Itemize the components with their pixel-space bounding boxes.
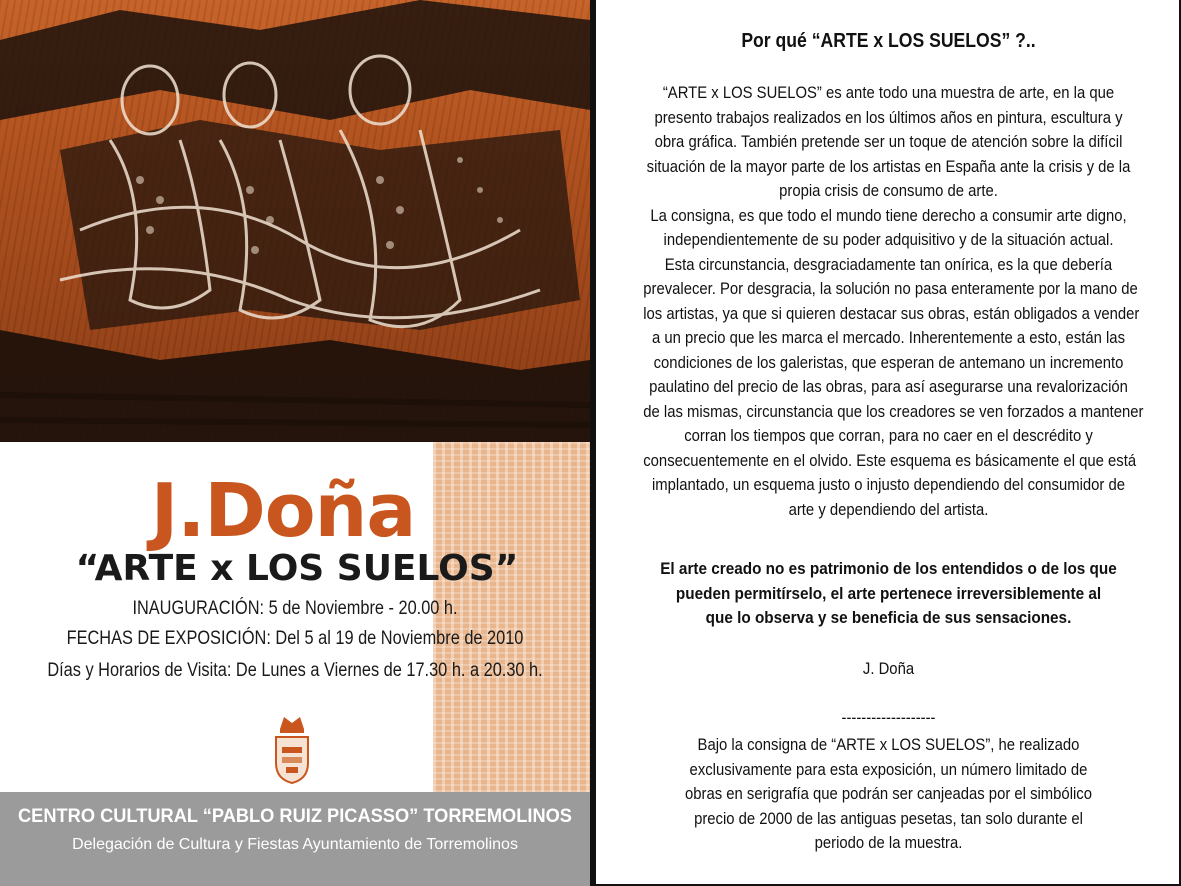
bold-quote — [643, 557, 1134, 631]
paragraph-line: propia crisis de consumo de arte. — [779, 182, 998, 200]
paragraph-line: situación de la mayor parte de los artistas en España ante la crisis y de la — [646, 157, 1131, 176]
paragraph-line: paulatino del precio de las obras, para así asegurarse una revalorización — [649, 378, 1128, 396]
quote-line: El arte creado no es patrimonio de los entendidos o de los que — [660, 559, 1117, 578]
coat-of-arms-icon — [272, 711, 312, 790]
exhibition-dates-line: FECHAS DE EXPOSICIÓN: Del 5 al 19 de Noviembre de 2010 — [66, 628, 524, 649]
separator-line: ------------------- — [841, 709, 936, 727]
exhibition-poster — [0, 0, 590, 886]
paragraph-line: arte y dependiendo del artista. — [788, 500, 989, 519]
paragraph-line: de las mismas, circunstancia que los creadores se ven forzados a mantener — [643, 402, 1144, 421]
paragraph-line: La consigna, es que todo el mundo tiene derecho a consumir arte digno, — [650, 206, 1127, 225]
inauguration-line: INAUGURACIÓN: 5 de Noviembre - 20.00 h. — [132, 598, 458, 619]
paragraph-line: los artistas, ya que si quieren destacar sus obras, están obligados a vender — [643, 304, 1140, 323]
paragraph-line: corran los tiempos que corran, para no caer en el descrédito y — [684, 427, 1093, 445]
venue-subtitle: Delegación de Cultura y Fiestas Ayuntamiento de Torremolinos — [72, 836, 518, 853]
paragraph-line: condiciones de los galeristas, que esperan de antemano un incremento — [653, 353, 1124, 372]
serigraphy-note — [643, 733, 1134, 856]
paragraph-line: presento trabajos realizados en los últimos años en pintura, escultura y — [654, 108, 1123, 127]
note-line: periodo de la muestra. — [814, 834, 963, 852]
artwork-illustration — [0, 0, 590, 442]
show-title: “ARTE x LOS SUELOS” — [75, 548, 519, 589]
paragraph-line: “ARTE x LOS SUELOS” es ante todo una muestra de arte, en la que — [662, 84, 1115, 102]
note-line: exclusivamente para esta exposición, un número limitado de — [689, 760, 1088, 779]
visiting-hours-line: Días y Horarios de Visita: De Lunes a Viernes de 17.30 h. a 20.30 h. — [47, 660, 543, 681]
signature: J. Doña — [862, 660, 915, 678]
statement-paragraph — [643, 81, 1144, 522]
quote-line: que lo observa y se beneficia de sus sensaciones. — [705, 608, 1072, 627]
note-line: obras en serigrafía que podrán ser canjeadas por el simbólico — [685, 785, 1092, 803]
artwork-image — [0, 0, 590, 442]
artist-name: J.Doña — [150, 468, 416, 554]
paragraph-line: independientemente de su poder adquisitivo y de la situación actual. — [663, 231, 1114, 249]
venue-title: CENTRO CULTURAL “PABLO RUIZ PICASSO” TORREMOLINOS — [18, 806, 572, 827]
statement-heading: Por qué “ARTE x LOS SUELOS” ?.. — [741, 30, 1036, 52]
paragraph-line: consecuentemente en el olvido. Este esquema es básicamente el que está — [643, 451, 1137, 470]
paragraph-line: implantado, un esquema justo o injusto dependiendo del consumidor de — [651, 476, 1126, 494]
paragraph-line: a un precio que les marca el mercado. Inherentemente a esto, están las — [651, 329, 1126, 347]
note-line: Bajo la consigna de “ARTE x LOS SUELOS”, he realizado — [697, 736, 1080, 754]
note-line: precio de 2000 de las antiguas pesetas, tan solo durante el — [694, 809, 1083, 828]
paragraph-line: obra gráfica. También pretende ser un toque de atención sobre la difícil — [654, 133, 1123, 151]
paragraph-line: prevalecer. Por desgracia, la solución no pasa enteramente por la mano de — [643, 280, 1138, 298]
statement-panel — [596, 0, 1181, 886]
paragraph-line: Esta circunstancia, desgraciadamente tan onírica, es la que debería — [664, 255, 1113, 274]
quote-line: pueden permitírselo, el arte pertenece irreversiblemente al — [675, 583, 1102, 603]
